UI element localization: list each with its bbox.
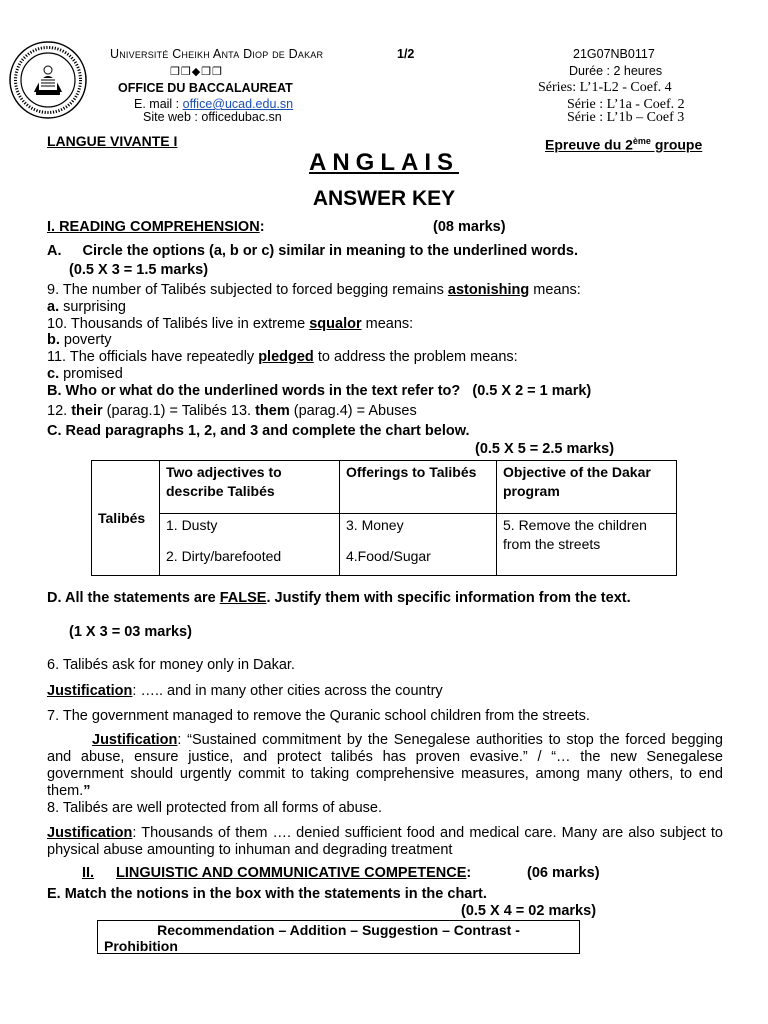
section-2-number: II. [82, 865, 95, 881]
chart-header-adjectives: Two adjectives to describe Talibés [160, 461, 340, 514]
justification-7: Justification: “Sustained commitment by the Senegalese authorities to stop the forced begging and abuse, ensure justice, and protect talibés has proven evasive.” / “… the new Senegalese government should urgently commit to taking comprehensive measures, among many others, to end them.” [47, 732, 723, 799]
chart-adjectives-cell: 1. Dusty 2. Dirty/barefooted [160, 514, 340, 576]
section-2-marks: (06 marks) [527, 865, 600, 881]
reading-heading: I. READING COMPREHENSION: [47, 219, 265, 235]
section-d-instruction: D. All the statements are FALSE. Justify them with specific information from the text. [47, 590, 631, 606]
decorative-symbols: ❒❒◆❒❒ [170, 66, 223, 78]
section-a-instruction: A. Circle the options (a, b or c) similar in meaning to the underlined words. [47, 243, 578, 259]
series-2: Série : L’1a - Coef. 2 [567, 97, 685, 112]
section-b-answers: 12. their (parag.1) = Talibés 13. them (parag.4) = Abuses [47, 403, 417, 419]
university-seal-logo [8, 40, 88, 120]
section-e-marks: (0.5 X 4 = 02 marks) [461, 903, 597, 919]
question-10: 10. Thousands of Talibés live in extreme squalor means: [47, 316, 414, 332]
series-3: Série : L’1b – Coef 3 [567, 110, 685, 125]
justification-6: Justification: ….. and in many other cities across the country [47, 683, 443, 699]
duration: Durée : 2 heures [569, 64, 663, 78]
statement-6: 6. Talibés ask for money only in Dakar. [47, 657, 295, 673]
subject-title: ANGLAIS [309, 149, 459, 176]
chart-objective-cell: 5. Remove the children from the streets [497, 514, 677, 576]
section-b-instruction: B. Who or what do the underlined words in the text refer to? (0.5 X 2 = 1 mark) [47, 383, 592, 399]
exam-code: 21G07NB0117 [573, 47, 655, 61]
answer-chart [91, 460, 677, 576]
justification-8: Justification: Thousands of them …. denied sufficient food and medical care. Many are also subject to physical abuse amounting to inhuman and degrading treatment [47, 825, 723, 858]
question-11: 11. The officials have repeatedly pledged to address the problem means: [47, 349, 518, 365]
notions-box: Recommendation – Addition – Suggestion – Contrast - Prohibition [97, 920, 580, 954]
email-link[interactable]: office@ucad.edu.sn [182, 97, 294, 111]
university-name: Université Cheikh Anta Diop de Dakar [110, 47, 324, 61]
website: Site web : officedubac.sn [143, 110, 282, 124]
office-name: OFFICE DU BACCALAUREAT [118, 81, 293, 95]
page-number: 1/2 [397, 47, 415, 61]
section-c-instruction: C. Read paragraphs 1, 2, and 3 and complete the chart below. [47, 423, 470, 439]
section-e-instruction: E. Match the notions in the box with the statements in the chart. [47, 886, 487, 902]
answer-11: c. promised [47, 366, 123, 382]
chart-header-objective: Objective of the Dakar program [497, 461, 677, 514]
series-1: Séries: L’1-L2 - Coef. 4 [538, 80, 672, 95]
section-c-marks: (0.5 X 5 = 2.5 marks) [475, 441, 615, 457]
statement-7: 7. The government managed to remove the Quranic school children from the streets. [47, 708, 590, 724]
statement-8: 8. Talibés are well protected from all forms of abuse. [47, 800, 383, 816]
answer-key-title: ANSWER KEY [312, 187, 456, 210]
section-a-marks: (0.5 X 3 = 1.5 marks) [69, 262, 209, 278]
reading-marks: (08 marks) [433, 219, 506, 235]
email-label: E. mail : [134, 97, 183, 111]
chart-row-label: Talibés [92, 461, 160, 576]
answer-9: a. surprising [47, 299, 126, 315]
chart-header-offerings: Offerings to Talibés [340, 461, 497, 514]
section-d-marks: (1 X 3 = 03 marks) [69, 624, 192, 640]
question-9: 9. The number of Talibés subjected to forced begging remains astonishing means: [47, 282, 581, 298]
language-label: LANGUE VIVANTE I [47, 133, 178, 149]
answer-10: b. poverty [47, 332, 112, 348]
epreuve-label: Epreuve du 2ème groupe [545, 136, 703, 153]
section-2-heading: LINGUISTIC AND COMMUNICATIVE COMPETENCE: [116, 865, 472, 881]
chart-offerings-cell: 3. Money 4.Food/Sugar [340, 514, 497, 576]
